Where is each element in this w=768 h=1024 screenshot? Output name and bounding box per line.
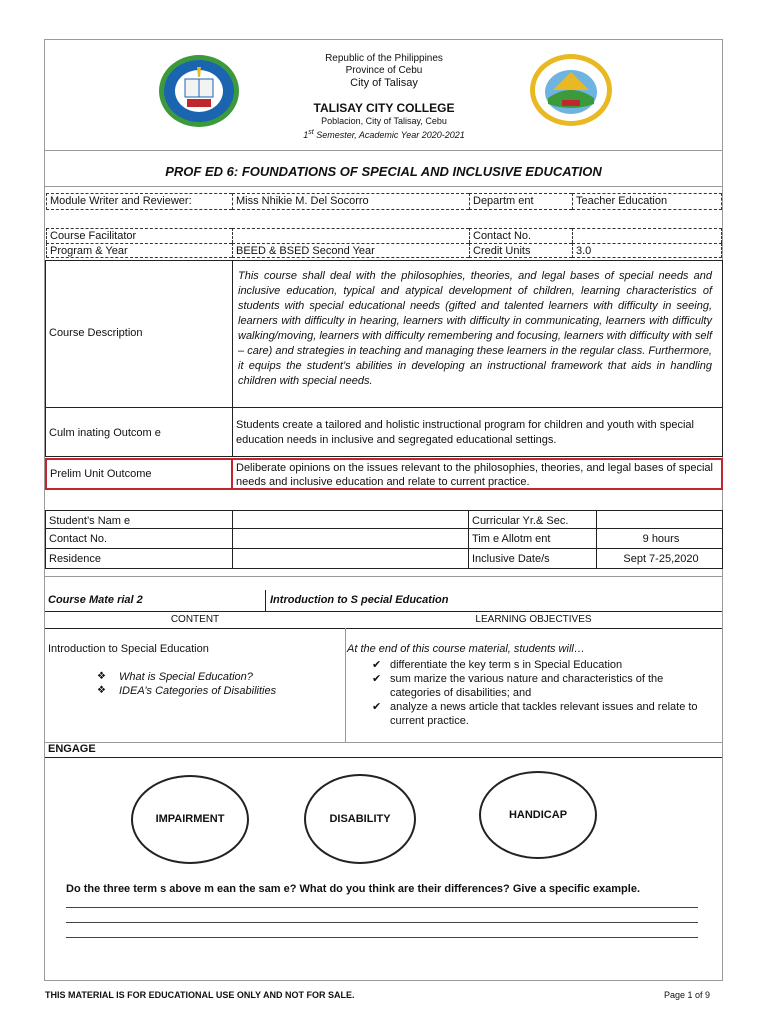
check-icon: ✔	[372, 673, 382, 685]
objectives-header: LEARNING OBJECTIVES	[475, 614, 592, 625]
semester-text: Semester, Academic Year 2020-2021	[313, 130, 465, 140]
city-line: City of Talisay	[350, 77, 418, 89]
handicap-circle	[479, 771, 597, 859]
prelim-label-cell	[45, 458, 233, 490]
title-divider	[45, 186, 722, 187]
content-title: Introduction to Special Education	[48, 643, 209, 655]
objective-item: ✔ differentiate the key term s in Special Education	[372, 659, 623, 671]
contact-label: Contact No.	[469, 228, 572, 243]
curricular-label: Curricular Yr.& Sec.	[468, 510, 596, 529]
description-label-cell	[45, 260, 233, 408]
disability-circle	[304, 774, 416, 864]
province-line: Province of Cebu	[345, 65, 423, 76]
facilitator-label: Course Facilitator	[46, 228, 232, 243]
description-text-cell	[232, 260, 723, 408]
culminating-label-cell	[45, 408, 233, 457]
writer-label: Module Writer and Reviewer:	[46, 193, 232, 210]
diamond-bullet-icon: ❖	[97, 671, 106, 682]
inclusive-date-label: Inclusive Date/s	[468, 549, 596, 569]
answer-line[interactable]	[66, 922, 698, 923]
engage-heading: ENGAGE	[48, 743, 96, 755]
impairment-circle	[131, 775, 249, 864]
content-column-divider	[345, 628, 346, 742]
department-label: Departm ent	[469, 193, 572, 210]
engage-question: Do the three term s above m ean the sam e? What do you think are their differences? Give a specific example.	[66, 883, 641, 895]
check-icon: ✔	[372, 659, 382, 671]
material-header-line	[45, 628, 722, 629]
inclusive-date-value: Sept 7-25,2020	[596, 549, 723, 569]
page-number: Page 1 of 9	[664, 990, 711, 1000]
city-of-talisay-seal	[528, 52, 614, 128]
talisay-college-logo	[157, 53, 241, 129]
culminating-label: Culm inating Outcom e	[49, 427, 161, 439]
semester-number: 1	[303, 130, 309, 140]
section-divider	[45, 576, 722, 577]
material-title-cell	[265, 590, 722, 612]
prelim-label: Prelim Unit Outcome	[50, 468, 152, 480]
header-divider	[45, 150, 722, 151]
handicap-label: HANDICAP	[508, 809, 568, 821]
culminating-text-cell	[232, 408, 723, 457]
content-header: CONTENT	[170, 614, 220, 625]
objective-item: ✔ sum marize the various nature and characteristics of the categories of disabilities; and	[372, 673, 664, 699]
culminating-outcome: Students create a tailored and holistic instructional program for children and youth with special education needs in inclusive and segregated educational settings.	[236, 419, 694, 446]
curricular-value	[596, 510, 723, 529]
answer-line[interactable]	[66, 937, 698, 938]
disability-label: DISABILITY	[329, 813, 391, 825]
time-allotment-label: Tim e Allotm ent	[468, 529, 596, 549]
material-title: Introduction to S pecial Education	[270, 594, 449, 606]
credit-label: Credit Units	[469, 243, 572, 258]
prelim-outcome: Deliberate opinions on the issues relevant to the philosophies, theories, and legal bases of special needs and inclusive education and relate to current practice.	[236, 462, 713, 488]
college-name: TALISAY CITY COLLEGE	[313, 101, 455, 115]
diamond-bullet-icon: ❖	[97, 685, 106, 696]
facilitator-value	[232, 228, 469, 243]
program-value: BEED & BSED Second Year	[232, 243, 469, 258]
objectives-list	[368, 658, 708, 728]
time-allotment-value: 9 hours	[596, 529, 723, 549]
semester-suffix: st	[308, 129, 314, 136]
department-value: Teacher Education	[572, 193, 722, 210]
content-item: ❖ IDEA’s Categories of Disabilities	[97, 685, 277, 697]
student-contact-label: Contact No.	[45, 529, 232, 549]
material-right-border	[722, 628, 723, 742]
student-contact-value	[232, 529, 468, 549]
program-label: Program & Year	[46, 243, 232, 258]
objectives-intro: At the end of this course material, students will…	[347, 643, 585, 655]
material-label-cell	[45, 590, 265, 612]
content-item: ❖ What is Special Education?	[97, 671, 253, 683]
course-description: This course shall deal with the philosophies, theories, and legal bases of special needs and inclusive education, typical and atypical development of children, learning characteristics of students with special educational needs (gifted and talented learners with difficulty in seeing, learners with difficulty in hearing, learners with difficulty in communicating, learners with difficulty walking/moving, learners with difficulty remembering and focusing, learners with difficulty with self – care) and strategies in teaching and managing these learners in the regular class. Furthermore, it equips the student’s abilities in developing an instructional framework that aids in handling children with special needs.	[238, 270, 712, 387]
impairment-label: IMPAIRMENT	[155, 813, 225, 825]
engage-heading-line	[45, 757, 722, 758]
material-label: Course Mate rial 2	[48, 594, 143, 606]
student-name-label: Student’s Nam e	[45, 510, 232, 529]
answer-line[interactable]	[66, 907, 698, 908]
credit-value: 3.0	[572, 243, 722, 258]
college-address: Poblacion, City of Talisay, Cebu	[321, 116, 447, 126]
student-name-value	[232, 510, 468, 529]
writer-value: Miss Nhikie M. Del Socorro	[232, 193, 469, 210]
contact-value	[572, 228, 722, 243]
residence-value	[232, 549, 468, 569]
objective-item: ✔ analyze a news article that tackles relevant issues and relate to current practice.	[372, 701, 698, 727]
semester-line	[240, 127, 528, 141]
footer-notice: THIS MATERIAL IS FOR EDUCATIONAL USE ONLY AND NOT FOR SALE.	[45, 990, 355, 1000]
content-list	[97, 670, 337, 698]
prelim-text-cell	[231, 458, 723, 490]
check-icon: ✔	[372, 701, 382, 713]
material-bottom-line	[45, 742, 722, 743]
course-title: PROF ED 6: FOUNDATIONS OF SPECIAL AND INCLUSIVE EDUCATION	[165, 164, 602, 179]
residence-label: Residence	[45, 549, 232, 569]
description-label: Course Description	[49, 327, 143, 339]
republic-line: Republic of the Philippines	[325, 53, 443, 64]
